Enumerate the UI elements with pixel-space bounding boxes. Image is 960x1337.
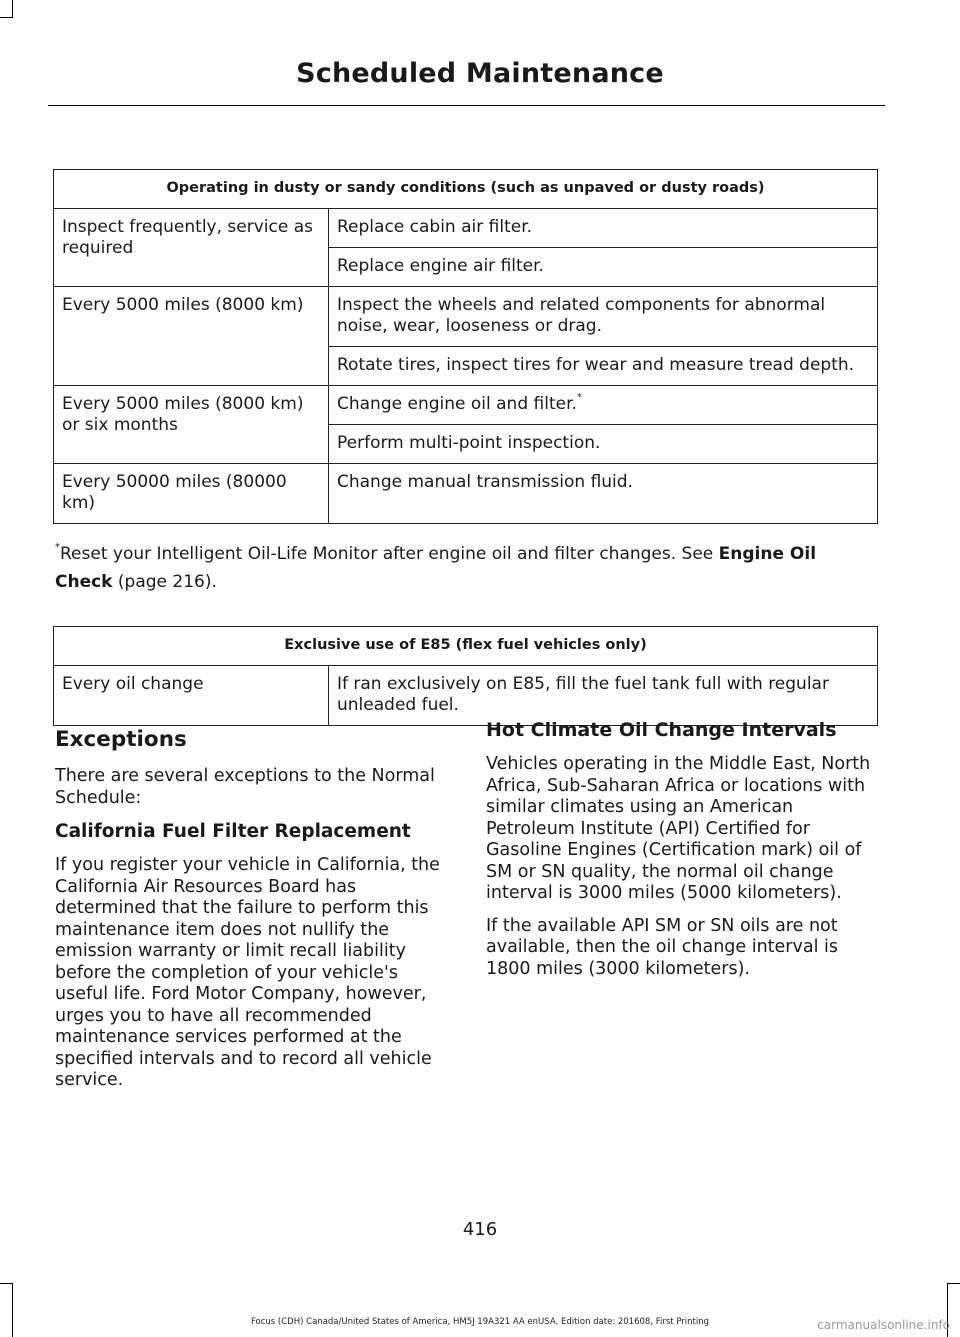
action-cell [329,386,878,425]
right-column [486,718,880,991]
crop-mark [0,1283,12,1284]
page-title: Scheduled Maintenance [296,58,664,89]
california-body: If you register your vehicle in California, the California Air Resources Board has determined that the failure to perform this maintenance item does not nullify the emission warranty or limit recall liability before the completion of your vehicle's useful life. Ford Motor Company, however, urges you to have all recommended maintenance services performed at the specified intervals and to record all vehicle service. [55,855,440,1090]
crop-mark [948,1283,960,1284]
title-divider [48,105,885,106]
interval-cell: Every 50000 miles (80000 km) [54,464,329,524]
action-cell: If ran exclusively on E85, fill the fuel tank full with regular unleaded fuel. [329,666,878,726]
dusty-conditions-table [53,169,878,524]
crop-mark [12,0,13,18]
action-cell: Replace engine air filter. [329,248,878,287]
footnote-text: Reset your Intelligent Oil-Life Monitor after engine oil and filter changes. See [60,544,719,564]
footnote [55,540,875,596]
action-cell: Inspect the wheels and related components for abnormal noise, wear, looseness or drag. [329,287,878,347]
engine-oil-check-link[interactable]: Engine Oil Check [55,544,817,592]
action-cell: Replace cabin air filter. [329,209,878,248]
footnote-marker: * [576,392,582,404]
table-row [54,287,878,347]
interval-cell: Every oil change [54,666,329,726]
action-cell: Perform multi-point inspection. [329,425,878,464]
table-row [54,666,878,726]
interval-cell: Inspect frequently, service as required [54,209,329,287]
hot-climate-paragraph: If the available API SM or SN oils are not available, then the oil change interval is 1800 miles (3000 kilometers). [486,915,838,979]
table-row [54,386,878,425]
e85-table [53,626,878,726]
table-row [54,464,878,524]
interval-cell: Every 5000 miles (8000 km) or six months [54,386,329,464]
crop-mark [0,17,12,18]
table-heading: Operating in dusty or sandy conditions (such as unpaved or dusty roads) [54,170,878,209]
hot-climate-paragraph: Vehicles operating in the Middle East, North Africa, Sub-Saharan Africa or locations with similar climates using an American Petroleum Institute (API) Certified for Gasoline Engines (Certification mark) oil of SM or SN quality, the normal oil change interval is 3000 miles (5000 kilometers). [486,754,871,903]
left-column [55,727,450,1103]
california-heading: California Fuel Filter Replacement [55,821,411,842]
hot-climate-heading: Hot Climate Oil Change Intervals [486,719,837,741]
action-text: Change engine oil and filter. [337,394,577,414]
action-cell: Rotate tires, inspect tires for wear and measure tread depth. [329,347,878,386]
exceptions-heading: Exceptions [55,727,187,752]
crop-mark [12,1283,13,1337]
table-heading: Exclusive use of E85 (flex fuel vehicles only) [54,627,878,666]
action-cell: Change manual transmission fluid. [329,464,878,524]
footer-text: Focus (CDH) Canada/United States of America, HM5J 19A321 AA enUSA, Edition date: 201608, First Printing [250,1317,710,1327]
watermark: carmanualsonline.info [817,1318,950,1332]
footnote-page-ref: (page 216). [112,572,217,592]
exceptions-intro: There are several exceptions to the Normal Schedule: [55,766,435,808]
interval-cell: Every 5000 miles (8000 km) [54,287,329,386]
page-number: 416 [462,1219,498,1240]
table-row [54,209,878,248]
footnote-marker: * [55,542,60,554]
